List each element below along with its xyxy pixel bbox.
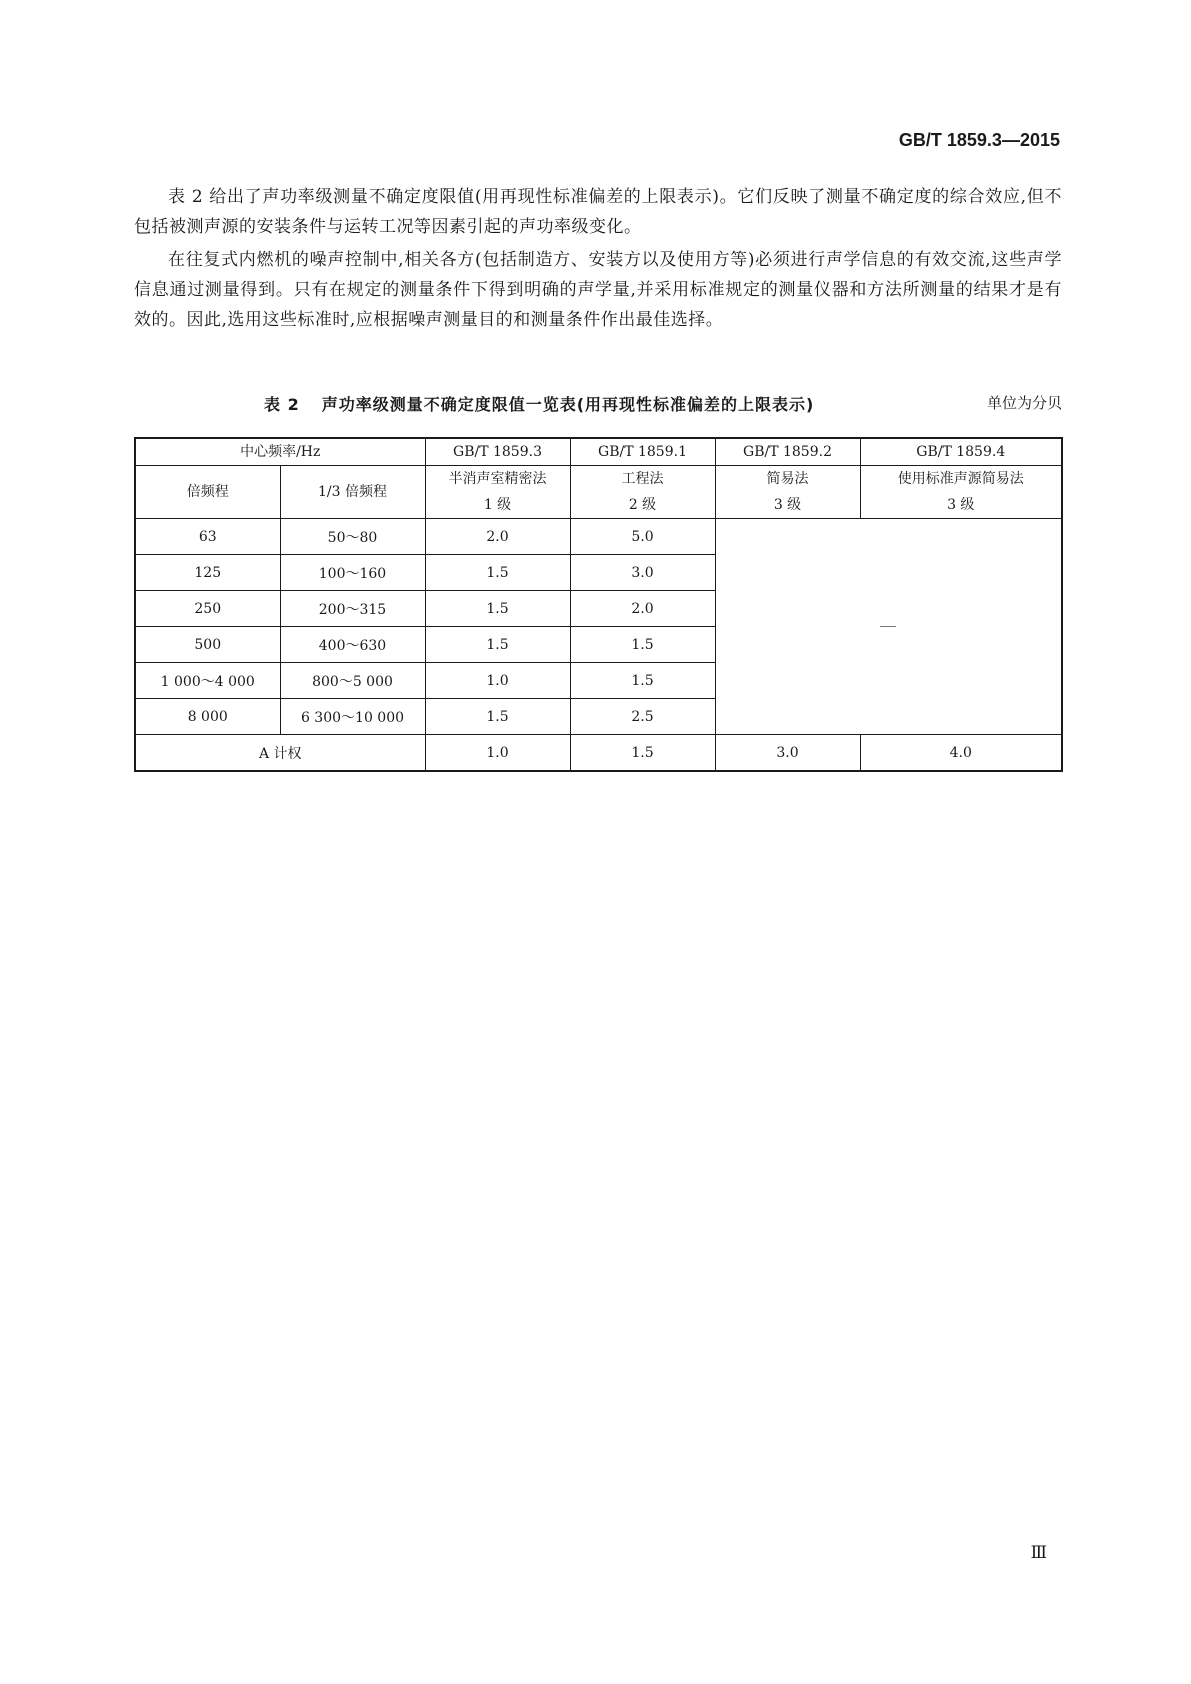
cell-value: 1.5 bbox=[570, 663, 715, 699]
cell-a-weighted-label: A 计权 bbox=[135, 735, 425, 772]
cell-third-octave: 800～5 000 bbox=[280, 663, 425, 699]
cell-value: 2.0 bbox=[570, 591, 715, 627]
cell-third-octave: 200～315 bbox=[280, 591, 425, 627]
table-row bbox=[135, 519, 1062, 555]
header-grade: 3 级 bbox=[773, 497, 802, 513]
cell-not-applicable bbox=[715, 519, 1062, 735]
cell-value: 1.5 bbox=[425, 699, 570, 735]
body-text bbox=[134, 182, 1062, 338]
header-grade: 2 级 bbox=[628, 497, 657, 513]
cell-third-octave: 50～80 bbox=[280, 519, 425, 555]
cell-value: 4.0 bbox=[860, 735, 1062, 772]
table-row-a-weighted bbox=[135, 735, 1062, 772]
cell-value: 1.5 bbox=[425, 627, 570, 663]
header-std: GB/T 1859.2 bbox=[715, 438, 860, 466]
header-std: GB/T 1859.3 bbox=[425, 438, 570, 466]
cell-octave: 63 bbox=[135, 519, 280, 555]
header-method-grade bbox=[860, 466, 1062, 519]
table-caption-label: 表 2 bbox=[264, 395, 300, 414]
cell-value: 1.5 bbox=[425, 555, 570, 591]
cell-third-octave: 100～160 bbox=[280, 555, 425, 591]
cell-value: 1.0 bbox=[425, 663, 570, 699]
header-method: 半消声室精密法 bbox=[448, 471, 547, 487]
page-number: Ⅲ bbox=[1030, 1543, 1047, 1563]
table-caption-title: 声功率级测量不确定度限值一览表(用再现性标准偏差的上限表示) bbox=[321, 395, 815, 414]
cell-value: 3.0 bbox=[715, 735, 860, 772]
paragraph: 表 2 给出了声功率级测量不确定度限值(用再现性标准偏差的上限表示)。它们反映了测量不确定度的综合效应,但不包括被测声源的安装条件与运转工况等因素引起的声功率级变化。 bbox=[134, 187, 1062, 237]
table-unit: 单位为分贝 bbox=[986, 394, 1062, 412]
paragraph: 在往复式内燃机的噪声控制中,相关各方(包括制造方、安装方以及使用方等)必须进行声学信息的有效交流,这些声学信息通过测量得到。只有在规定的测量条件下得到明确的声学量,并采用标准规定的测量仪器和方法所测量的结果才是有效的。因此,选用这些标准时,应根据噪声测量目的和测量条件作出最佳选择。 bbox=[134, 250, 1062, 330]
header-center-frequency: 中心频率/Hz bbox=[135, 438, 425, 466]
cell-octave: 250 bbox=[135, 591, 280, 627]
cell-octave: 125 bbox=[135, 555, 280, 591]
header-method: 工程法 bbox=[621, 471, 664, 487]
cell-value: 2.5 bbox=[570, 699, 715, 735]
cell-value: 1.5 bbox=[425, 591, 570, 627]
cell-octave: 1 000～4 000 bbox=[135, 663, 280, 699]
cell-value: 1.5 bbox=[570, 627, 715, 663]
cell-value: 1.0 bbox=[425, 735, 570, 772]
header-method-grade bbox=[715, 466, 860, 519]
cell-octave: 500 bbox=[135, 627, 280, 663]
cell-value: 1.5 bbox=[570, 735, 715, 772]
cell-octave: 8 000 bbox=[135, 699, 280, 735]
header-method: 简易法 bbox=[766, 471, 809, 487]
header-third-octave: 1/3 倍频程 bbox=[280, 466, 425, 519]
dash-mark bbox=[880, 626, 896, 627]
cell-value: 3.0 bbox=[570, 555, 715, 591]
cell-third-octave: 400～630 bbox=[280, 627, 425, 663]
header-std: GB/T 1859.4 bbox=[860, 438, 1062, 466]
header-method: 使用标准声源简易法 bbox=[897, 471, 1024, 487]
header-method-grade bbox=[570, 466, 715, 519]
header-std: GB/T 1859.1 bbox=[570, 438, 715, 466]
header-grade: 3 级 bbox=[947, 497, 975, 513]
uncertainty-table bbox=[134, 437, 1063, 772]
table-caption-row bbox=[134, 392, 1062, 416]
header-octave: 倍频程 bbox=[135, 466, 280, 519]
cell-third-octave: 6 300～10 000 bbox=[280, 699, 425, 735]
header-grade: 1 级 bbox=[483, 497, 512, 513]
standard-number: GB/T 1859.3—2015 bbox=[898, 130, 1060, 150]
cell-value: 5.0 bbox=[570, 519, 715, 555]
header-method-grade bbox=[425, 466, 570, 519]
table-caption bbox=[264, 392, 814, 415]
cell-value: 2.0 bbox=[425, 519, 570, 555]
